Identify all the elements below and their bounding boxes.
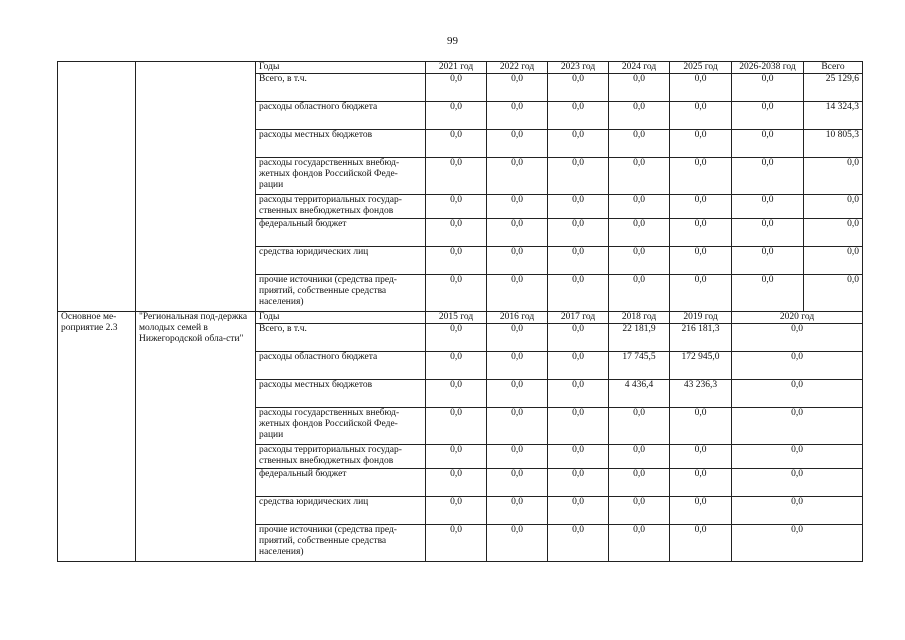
value-cell: 0,0 [732,408,863,445]
block2-header-row [58,312,863,324]
header-cell: 2024 год [609,62,670,74]
value-cell: 0,0 [732,275,804,312]
value-cell: 0,0 [804,247,863,275]
value-cell: 4 436,4 [609,380,670,408]
value-cell: 0,0 [548,74,609,102]
value-cell: 17 745,5 [609,352,670,380]
value-cell: 0,0 [670,102,732,130]
value-cell: 0,0 [487,275,548,312]
value-cell: 0,0 [609,74,670,102]
row-label: прочие источники (средства пред-приятий, собственные средства населения) [256,525,426,562]
value-cell: 0,0 [670,445,732,469]
value-cell: 0,0 [487,408,548,445]
value-cell: 0,0 [609,525,670,562]
value-cell: 0,0 [609,158,670,195]
activity-title: "Региональная под-держка молодых семей в Нижегородской обла-сти" [136,312,256,562]
header-cell: 2023 год [548,62,609,74]
value-cell: 0,0 [548,130,609,158]
value-cell: 0,0 [487,497,548,525]
row-label: расходы государственных внебюд-жетных фондов Российской Феде-рации [256,158,426,195]
value-cell: 0,0 [426,74,487,102]
value-cell: 25 129,6 [804,74,863,102]
value-cell: 0,0 [732,130,804,158]
value-cell: 0,0 [732,380,863,408]
page-number: 99 [447,35,458,47]
value-cell: 0,0 [670,247,732,275]
header-cell: Годы [256,312,426,324]
value-cell: 0,0 [732,469,863,497]
row-label: прочие источники (средства пред-приятий, собственные средства населения) [256,275,426,312]
row-label: федеральный бюджет [256,219,426,247]
header-cell: 2015 год [426,312,487,324]
value-cell: 0,0 [487,380,548,408]
value-cell: 0,0 [670,497,732,525]
row-label: расходы областного бюджета [256,352,426,380]
value-cell: 0,0 [804,219,863,247]
value-cell: 0,0 [548,380,609,408]
value-cell: 0,0 [609,130,670,158]
value-cell: 0,0 [732,445,863,469]
value-cell: 0,0 [487,102,548,130]
value-cell: 0,0 [609,219,670,247]
value-cell: 0,0 [426,324,487,352]
value-cell: 0,0 [426,130,487,158]
value-cell: 0,0 [732,525,863,562]
header-cell: 2016 год [487,312,548,324]
value-cell: 0,0 [609,408,670,445]
value-cell: 0,0 [548,102,609,130]
activity-number: Основное ме-роприятие 2.3 [58,312,136,562]
value-cell: 0,0 [426,219,487,247]
value-cell: 0,0 [732,324,863,352]
value-cell: 0,0 [487,158,548,195]
value-cell: 0,0 [732,219,804,247]
header-cell: 2017 год [548,312,609,324]
value-cell: 0,0 [487,525,548,562]
value-cell: 0,0 [548,497,609,525]
row-label: федеральный бюджет [256,469,426,497]
value-cell: 0,0 [426,469,487,497]
value-cell: 216 181,3 [670,324,732,352]
value-cell: 43 236,3 [670,380,732,408]
value-cell: 0,0 [548,469,609,497]
header-cell: 2025 год [670,62,732,74]
row-label: расходы областного бюджета [256,102,426,130]
value-cell: 0,0 [609,275,670,312]
row-label: Всего, в т.ч. [256,74,426,102]
header-cell: 2018 год [609,312,670,324]
value-cell: 0,0 [548,525,609,562]
row-label: Всего, в т.ч. [256,324,426,352]
value-cell: 0,0 [670,469,732,497]
value-cell: 0,0 [426,408,487,445]
value-cell: 0,0 [670,195,732,219]
value-cell: 0,0 [426,380,487,408]
row-label: средства юридических лиц [256,497,426,525]
value-cell: 0,0 [670,130,732,158]
value-cell: 0,0 [548,324,609,352]
value-cell: 0,0 [732,352,863,380]
value-cell: 0,0 [609,445,670,469]
value-cell: 0,0 [426,445,487,469]
row-label: расходы местных бюджетов [256,380,426,408]
header-cell: Годы [256,62,426,74]
header-cell: 2022 год [487,62,548,74]
value-cell: 0,0 [487,247,548,275]
value-cell: 0,0 [426,195,487,219]
header-cell: Всего [804,62,863,74]
row-label: расходы территориальных государ-ственных внебюджетных фондов [256,445,426,469]
value-cell: 0,0 [548,352,609,380]
value-cell: 0,0 [609,469,670,497]
value-cell: 0,0 [670,525,732,562]
value-cell: 172 945,0 [670,352,732,380]
header-cell: 2021 год [426,62,487,74]
block1-col2 [136,62,256,312]
value-cell: 0,0 [732,195,804,219]
value-cell: 0,0 [426,525,487,562]
value-cell: 0,0 [487,352,548,380]
value-cell: 0,0 [732,74,804,102]
row-label: расходы территориальных государ-ственных внебюджетных фондов [256,195,426,219]
row-label: средства юридических лиц [256,247,426,275]
header-cell: 2026-2038 год [732,62,804,74]
value-cell: 0,0 [487,130,548,158]
value-cell: 0,0 [487,74,548,102]
header-cell: 2019 год [670,312,732,324]
value-cell: 22 181,9 [609,324,670,352]
header-cell: 2020 год [732,312,863,324]
value-cell: 0,0 [487,324,548,352]
value-cell: 0,0 [670,158,732,195]
value-cell: 0,0 [426,497,487,525]
value-cell: 0,0 [609,102,670,130]
value-cell: 0,0 [732,158,804,195]
value-cell: 10 805,3 [804,130,863,158]
value-cell: 0,0 [548,408,609,445]
value-cell: 0,0 [487,195,548,219]
value-cell: 0,0 [670,74,732,102]
value-cell: 14 324,3 [804,102,863,130]
row-label: расходы местных бюджетов [256,130,426,158]
value-cell: 0,0 [548,195,609,219]
value-cell: 0,0 [732,497,863,525]
row-label: расходы государственных внебюд-жетных фондов Российской Феде-рации [256,408,426,445]
value-cell: 0,0 [426,247,487,275]
funding-table [57,61,863,562]
value-cell: 0,0 [670,219,732,247]
value-cell: 0,0 [804,195,863,219]
value-cell: 0,0 [548,219,609,247]
value-cell: 0,0 [732,247,804,275]
value-cell: 0,0 [548,445,609,469]
block1-header-row [58,62,863,74]
value-cell: 0,0 [804,275,863,312]
block1-col1 [58,62,136,312]
value-cell: 0,0 [609,497,670,525]
value-cell: 0,0 [487,219,548,247]
value-cell: 0,0 [609,195,670,219]
value-cell: 0,0 [732,102,804,130]
value-cell: 0,0 [609,247,670,275]
value-cell: 0,0 [426,275,487,312]
value-cell: 0,0 [548,247,609,275]
value-cell: 0,0 [670,408,732,445]
value-cell: 0,0 [548,275,609,312]
value-cell: 0,0 [487,469,548,497]
value-cell: 0,0 [670,275,732,312]
value-cell: 0,0 [426,158,487,195]
value-cell: 0,0 [426,352,487,380]
value-cell: 0,0 [487,445,548,469]
value-cell: 0,0 [426,102,487,130]
value-cell: 0,0 [804,158,863,195]
value-cell: 0,0 [548,158,609,195]
